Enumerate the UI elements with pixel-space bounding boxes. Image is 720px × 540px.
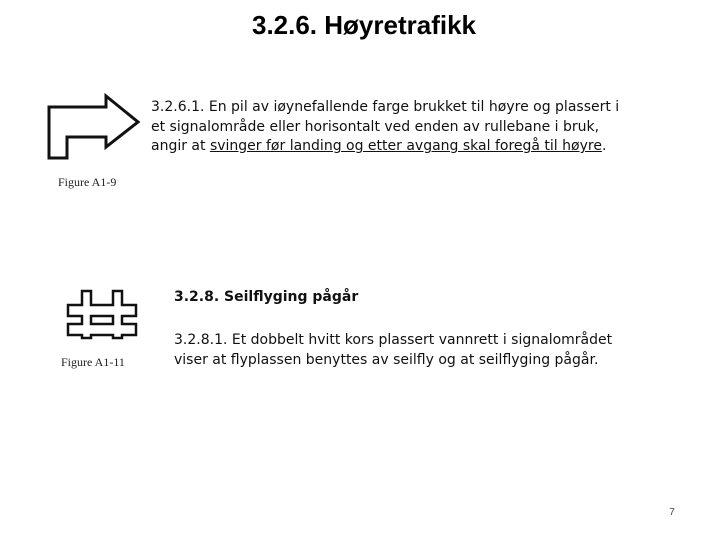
section1-line3-start: angir at: [151, 138, 210, 154]
page-number: 7: [669, 507, 675, 518]
section-3-2-8-heading: 3.2.8. Seilflyging pågår: [174, 289, 359, 305]
page-title: 3.2.6. Høyretrafikk: [251, 10, 476, 40]
section-3-2-8-1-text: [174, 331, 704, 370]
section1-line2: et signalområde eller horisontalt ved enden av rullebane i bruk,: [151, 118, 600, 135]
section1-line1: 3.2.6.1. En pil av iøynefallende farge brukket til høyre og plassert i: [151, 99, 620, 115]
section1-line3-end: .: [601, 138, 607, 154]
right-turn-arrow-icon: [44, 92, 144, 162]
section1-line3-underlined: svinger før landing og etter avgang skal foregå til høyre: [209, 138, 602, 154]
double-cross-icon: [66, 288, 138, 340]
section-3-2-6-1-text: [151, 98, 711, 157]
figure-a1-11-caption: Figure A1-11: [61, 355, 125, 369]
section1-line3: [151, 137, 711, 157]
section2-line1: 3.2.8.1. Et dobbelt hvitt kors plassert vannrett i signalområdet: [174, 332, 613, 348]
figure-a1-9-caption: Figure A1-9: [58, 175, 117, 189]
section2-line2: viser at flyplassen benyttes av seilfly og at seilflyging pågår.: [174, 351, 599, 368]
